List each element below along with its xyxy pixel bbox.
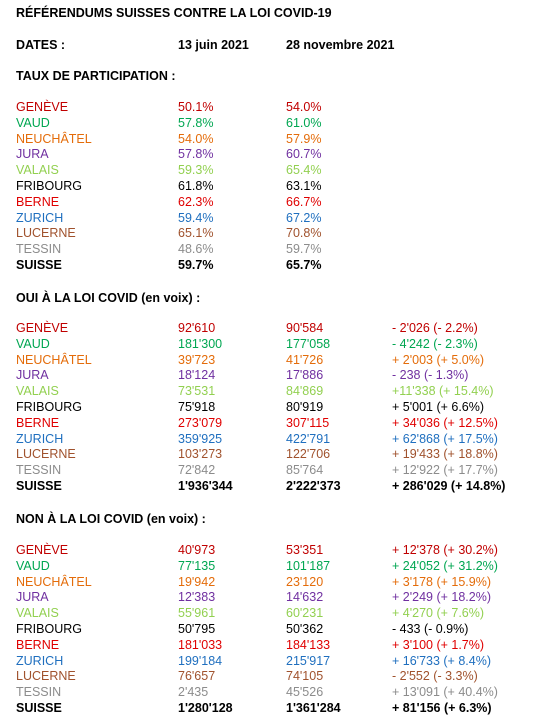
non-canton: ZURICH <box>16 653 64 668</box>
non-canton: TESSIN <box>16 685 62 700</box>
participation-value-2: 59.7% <box>286 242 322 257</box>
date-1: 13 juin 2021 <box>178 38 249 52</box>
oui-difference: - 2'026 (- 2.2%) <box>392 321 478 335</box>
participation-value-1: 50.1% <box>178 100 214 114</box>
non-row-valais <box>16 605 546 621</box>
oui-canton: SUISSE <box>16 479 62 493</box>
oui-difference: - 4'242 (- 2.3%) <box>392 336 478 351</box>
date-2: 28 novembre 2021 <box>286 38 395 52</box>
participation-value-2: 66.7% <box>286 194 322 209</box>
non-value-2: 50'362 <box>286 622 324 636</box>
oui-value-1: 181'300 <box>178 336 223 351</box>
non-canton: VALAIS <box>16 606 59 621</box>
non-value-2: 184'133 <box>286 637 331 652</box>
non-value-2: 14'632 <box>286 590 324 605</box>
oui-value-1: 75'918 <box>178 400 216 414</box>
non-value-2: 53'351 <box>286 543 324 557</box>
participation-canton: BERNE <box>16 194 60 209</box>
oui-value-1: 103'273 <box>178 447 223 462</box>
non-heading: NON À LA LOI COVID (en voix) : <box>16 512 206 526</box>
oui-value-2: 80'919 <box>286 400 324 414</box>
participation-value-2: 63.1% <box>286 179 322 193</box>
oui-value-2: 85'764 <box>286 463 324 478</box>
oui-canton: NEUCHÂTEL <box>16 352 92 367</box>
non-difference: + 13'091 (+ 40.4%) <box>392 685 498 700</box>
participation-value-1: 48.6% <box>178 242 214 257</box>
non-value-1: 181'033 <box>178 637 223 652</box>
oui-difference: + 286'029 (+ 14.8%) <box>392 479 506 493</box>
oui-value-1: 18'124 <box>178 368 216 383</box>
non-difference: + 3'178 (+ 15.9%) <box>392 574 491 589</box>
non-row-geneve <box>16 542 546 558</box>
participation-canton: TESSIN <box>16 242 62 257</box>
non-value-2: 60'231 <box>286 606 324 621</box>
oui-row-valais <box>16 383 546 399</box>
non-value-1: 40'973 <box>178 543 216 557</box>
non-value-1: 77'135 <box>178 558 216 573</box>
oui-value-2: 177'058 <box>286 336 331 351</box>
non-canton: FRIBOURG <box>16 622 82 636</box>
non-canton: NEUCHÂTEL <box>16 574 92 589</box>
oui-row-jura <box>16 367 546 383</box>
participation-canton: FRIBOURG <box>16 179 82 193</box>
non-row-jura <box>16 589 546 605</box>
non-difference: + 4'270 (+ 7.6%) <box>392 606 485 621</box>
participation-value-1: 54.0% <box>178 131 214 146</box>
dates-row <box>16 37 546 53</box>
oui-row-suisse <box>16 478 546 494</box>
oui-canton: VAUD <box>16 336 50 351</box>
non-canton: BERNE <box>16 637 60 652</box>
oui-row-tessin <box>16 462 546 478</box>
oui-row-zurich <box>16 431 546 447</box>
non-value-1: 55'961 <box>178 606 216 621</box>
oui-row-vaud <box>16 336 546 352</box>
oui-canton: LUCERNE <box>16 447 76 462</box>
participation-value-2: 65.7% <box>286 258 322 272</box>
non-row-suisse <box>16 700 546 716</box>
participation-row-lucerne <box>16 225 546 241</box>
non-row-berne <box>16 637 546 653</box>
non-value-2: 215'917 <box>286 653 331 668</box>
participation-value-1: 65.1% <box>178 226 214 241</box>
participation-value-2: 65.4% <box>286 163 322 178</box>
non-difference: - 2'552 (- 3.3%) <box>392 669 478 684</box>
non-value-2: 101'187 <box>286 558 331 573</box>
oui-canton: FRIBOURG <box>16 400 82 414</box>
participation-value-2: 54.0% <box>286 100 322 114</box>
participation-canton: LUCERNE <box>16 226 76 241</box>
participation-row-geneve <box>16 99 546 115</box>
participation-value-1: 59.4% <box>178 210 214 225</box>
oui-row-neuchatel <box>16 352 546 368</box>
participation-row-fribourg <box>16 178 546 194</box>
oui-value-1: 359'925 <box>178 431 223 446</box>
participation-row-neuchatel <box>16 131 546 147</box>
participation-value-2: 57.9% <box>286 131 322 146</box>
participation-heading: TAUX DE PARTICIPATION : <box>16 69 176 83</box>
oui-value-2: 2'222'373 <box>286 479 341 493</box>
participation-canton: ZURICH <box>16 210 64 225</box>
non-row-neuchatel <box>16 574 546 590</box>
dates-label: DATES : <box>16 38 66 52</box>
non-value-2: 1'361'284 <box>286 701 341 715</box>
non-value-1: 199'184 <box>178 653 223 668</box>
oui-difference: + 12'922 (+ 17.7%) <box>392 463 498 478</box>
participation-canton: JURA <box>16 147 49 162</box>
oui-canton: VALAIS <box>16 384 59 399</box>
non-value-1: 76'657 <box>178 669 216 684</box>
non-difference: + 24'052 (+ 31.2%) <box>392 558 498 573</box>
oui-value-1: 72'842 <box>178 463 216 478</box>
non-row-fribourg <box>16 621 546 637</box>
oui-difference: +11'338 (+ 15.4%) <box>392 384 494 399</box>
participation-value-1: 61.8% <box>178 179 214 193</box>
oui-value-1: 92'610 <box>178 321 216 335</box>
oui-value-2: 122'706 <box>286 447 331 462</box>
non-canton: SUISSE <box>16 701 62 715</box>
oui-row-berne <box>16 415 546 431</box>
participation-value-2: 60.7% <box>286 147 322 162</box>
non-value-1: 1'280'128 <box>178 701 233 715</box>
oui-difference: + 19'433 (+ 18.8%) <box>392 447 498 462</box>
oui-value-2: 84'869 <box>286 384 324 399</box>
non-difference: + 81'156 (+ 6.3%) <box>392 701 492 715</box>
oui-row-lucerne <box>16 446 546 462</box>
oui-canton: BERNE <box>16 415 60 430</box>
non-value-2: 74'105 <box>286 669 324 684</box>
non-canton: JURA <box>16 590 49 605</box>
participation-value-2: 67.2% <box>286 210 322 225</box>
participation-canton: SUISSE <box>16 258 62 272</box>
participation-value-1: 59.3% <box>178 163 214 178</box>
non-row-tessin <box>16 684 546 700</box>
non-value-1: 2'435 <box>178 685 209 700</box>
oui-row-fribourg <box>16 399 546 415</box>
participation-value-2: 70.8% <box>286 226 322 241</box>
oui-value-2: 307'115 <box>286 415 330 430</box>
non-value-2: 45'526 <box>286 685 324 700</box>
oui-difference: + 34'036 (+ 12.5%) <box>392 415 498 430</box>
participation-row-vaud <box>16 115 546 131</box>
participation-row-berne <box>16 194 546 210</box>
oui-value-1: 73'531 <box>178 384 216 399</box>
participation-value-2: 61.0% <box>286 115 322 130</box>
non-difference: + 2'249 (+ 18.2%) <box>392 590 491 605</box>
document-title: RÉFÉRENDUMS SUISSES CONTRE LA LOI COVID-19 <box>16 6 332 20</box>
participation-value-1: 59.7% <box>178 258 214 272</box>
participation-row-suisse <box>16 257 546 273</box>
non-canton: VAUD <box>16 558 50 573</box>
non-value-2: 23'120 <box>286 574 324 589</box>
oui-canton: TESSIN <box>16 463 62 478</box>
oui-difference: + 5'001 (+ 6.6%) <box>392 400 485 414</box>
participation-canton: NEUCHÂTEL <box>16 131 92 146</box>
oui-difference: - 238 (- 1.3%) <box>392 368 469 383</box>
oui-row-geneve <box>16 320 546 336</box>
oui-canton: GENÈVE <box>16 321 69 335</box>
participation-row-jura <box>16 146 546 162</box>
participation-value-1: 62.3% <box>178 194 214 209</box>
participation-row-zurich <box>16 210 546 226</box>
participation-value-1: 57.8% <box>178 147 214 162</box>
non-row-vaud <box>16 558 546 574</box>
participation-canton: VAUD <box>16 115 50 130</box>
non-value-1: 50'795 <box>178 622 216 636</box>
oui-difference: + 62'868 (+ 17.5%) <box>392 431 498 446</box>
non-canton: LUCERNE <box>16 669 76 684</box>
non-value-1: 12'383 <box>178 590 216 605</box>
non-difference: + 16'733 (+ 8.4%) <box>392 653 491 668</box>
oui-heading: OUI À LA LOI COVID (en voix) : <box>16 291 201 305</box>
oui-value-2: 422'791 <box>286 431 331 446</box>
oui-canton: JURA <box>16 368 49 383</box>
participation-value-1: 57.8% <box>178 115 214 130</box>
participation-canton: GENÈVE <box>16 100 69 114</box>
participation-row-tessin <box>16 241 546 257</box>
oui-value-2: 41'726 <box>286 352 324 367</box>
participation-canton: VALAIS <box>16 163 59 178</box>
oui-value-1: 39'723 <box>178 352 216 367</box>
oui-value-2: 90'584 <box>286 321 324 335</box>
oui-difference: + 2'003 (+ 5.0%) <box>392 352 485 367</box>
oui-value-1: 1'936'344 <box>178 479 233 493</box>
non-difference: + 12'378 (+ 30.2%) <box>392 543 498 557</box>
non-row-zurich <box>16 653 546 669</box>
non-difference: - 433 (- 0.9%) <box>392 622 469 636</box>
non-difference: + 3'100 (+ 1.7%) <box>392 637 485 652</box>
oui-value-1: 273'079 <box>178 415 223 430</box>
non-row-lucerne <box>16 668 546 684</box>
non-value-1: 19'942 <box>178 574 216 589</box>
participation-row-valais <box>16 162 546 178</box>
oui-value-2: 17'886 <box>286 368 324 383</box>
oui-canton: ZURICH <box>16 431 64 446</box>
non-canton: GENÈVE <box>16 543 69 557</box>
